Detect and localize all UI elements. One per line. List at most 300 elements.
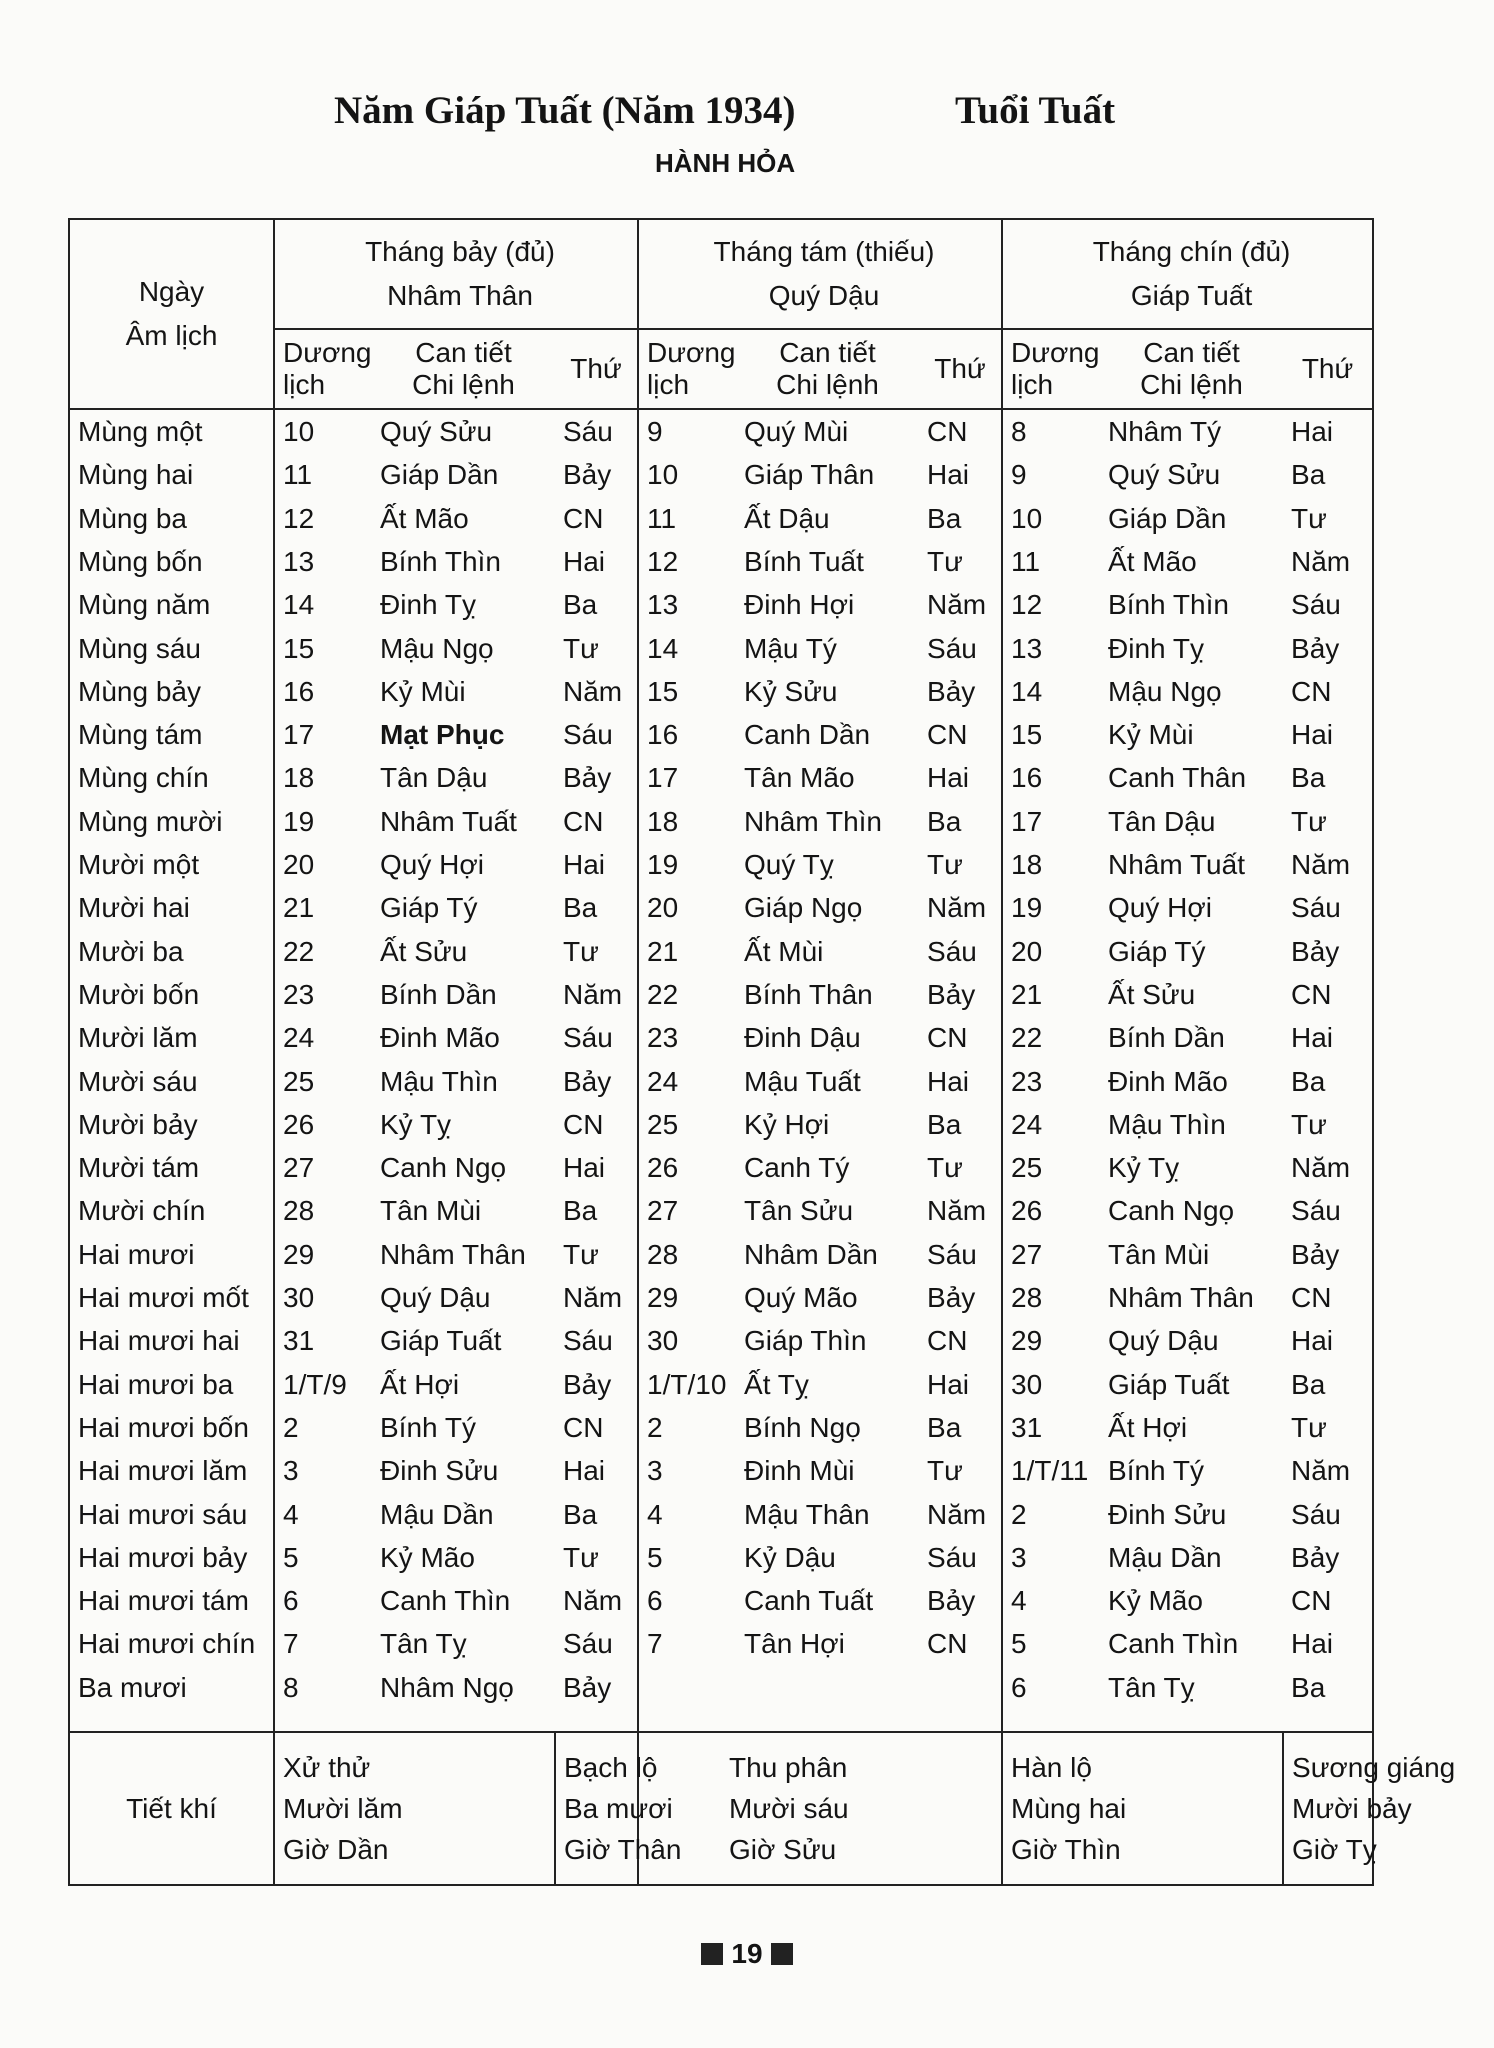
lunar-day-label: Mười tám (69, 1147, 274, 1190)
day-row (69, 1190, 1373, 1233)
day-row (69, 454, 1373, 497)
spacer-cell (372, 1709, 555, 1732)
can-chi: Tân Sửu (744, 1195, 854, 1227)
lunar-day-label: Mùng năm (69, 584, 274, 627)
solar-date: 3 (647, 1455, 663, 1487)
lunar-day-label: Mười hai (69, 887, 274, 930)
lunar-day-label: Hai mươi bảy (69, 1536, 274, 1579)
can-chi: Bính Dần (1108, 1022, 1225, 1054)
can-chi: Đinh Mão (1108, 1065, 1228, 1097)
lunar-day-label: Mùng chín (69, 757, 274, 800)
weekday: Hai (919, 1060, 1002, 1103)
weekday: CN (919, 1623, 1002, 1666)
weekday: Hai (1283, 1623, 1373, 1666)
solar-date: 19 (283, 805, 315, 837)
day-row (69, 1493, 1373, 1536)
weekday: Bảy (1283, 1536, 1373, 1579)
day-row (69, 714, 1373, 757)
weekday (919, 1666, 1002, 1709)
solar-date: 29 (283, 1238, 315, 1270)
weekday: CN (1283, 1276, 1373, 1319)
weekday: Tư (919, 843, 1002, 886)
solar-date: 3 (283, 1455, 299, 1487)
solar-date: 13 (647, 589, 679, 621)
can-chi: Bính Tuất (744, 545, 864, 577)
solar-date: 25 (1011, 1152, 1043, 1184)
solar-date: 8 (283, 1671, 299, 1703)
solar-date: 27 (647, 1195, 679, 1227)
element-subtitle: HÀNH HỎA (655, 148, 796, 178)
solar-date: 2 (1011, 1498, 1027, 1530)
solar-date: 3 (1011, 1541, 1027, 1573)
weekday: Sáu (919, 930, 1002, 973)
solar-term-name: Hàn lộ (1011, 1752, 1092, 1784)
weekday: Bảy (555, 1363, 638, 1406)
weekday: CN (555, 800, 638, 843)
solar-date: 29 (1011, 1325, 1043, 1357)
can-chi: Ất Mão (1108, 545, 1197, 577)
lunar-day-label: Mùng sáu (69, 627, 274, 670)
weekday: Sáu (1283, 584, 1373, 627)
weekday: Năm (1283, 843, 1373, 886)
weekday: Bảy (919, 670, 1002, 713)
solar-date: 11 (283, 459, 313, 491)
solar-date: 14 (1011, 675, 1043, 707)
solar-date: 22 (283, 935, 315, 967)
solar-date: 10 (647, 459, 679, 491)
solar-term-name: Xử thử (283, 1752, 371, 1784)
day-row (69, 1276, 1373, 1319)
weekday: CN (555, 1406, 638, 1449)
weekday: Sáu (919, 1536, 1002, 1579)
weekday: Năm (919, 887, 1002, 930)
solar-date: 26 (647, 1152, 679, 1184)
lunar-day-label: Hai mươi chín (69, 1623, 274, 1666)
spacer-cell (1100, 1709, 1283, 1732)
can-chi: Bính Tý (1108, 1455, 1204, 1487)
solar-term-hour: Giờ Sửu (729, 1834, 837, 1866)
weekday: Bảy (555, 1666, 638, 1709)
can-chi: Đinh Sửu (380, 1455, 499, 1487)
can-chi: Quý Hợi (1108, 892, 1212, 924)
day-row (69, 843, 1373, 886)
weekday: Bảy (1283, 1233, 1373, 1276)
solar-date: 2 (283, 1411, 299, 1443)
solar-term-hour: Giờ Thân (564, 1834, 682, 1866)
solar-date: 30 (1011, 1368, 1043, 1400)
weekday: Bảy (919, 1276, 1002, 1319)
lunar-day-label: Mùng bốn (69, 540, 274, 583)
solar-date: 9 (647, 416, 663, 448)
weekday: Bảy (1283, 627, 1373, 670)
weekday: Sáu (1283, 887, 1373, 930)
day-row (69, 1060, 1373, 1103)
can-chi: Canh Tý (744, 1152, 850, 1184)
can-tiet-header: Can tiết Chi lệnh (736, 329, 919, 410)
can-chi: Quý Dậu (1108, 1325, 1219, 1357)
can-tiet-header: Can tiết Chi lệnh (372, 329, 555, 410)
can-chi: Kỷ Mùi (380, 675, 466, 707)
lunar-day-label: Mùng tám (69, 714, 274, 757)
can-chi: Giáp Ngọ (744, 892, 863, 924)
weekday: CN (1283, 1579, 1373, 1622)
day-row (69, 627, 1373, 670)
can-chi: Mậu Ngọ (380, 632, 494, 664)
lunar-day-label: Ba mươi (69, 1666, 274, 1709)
day-row (69, 1103, 1373, 1146)
page-footer (0, 1938, 1494, 1970)
can-chi: Nhâm Thân (1108, 1282, 1254, 1314)
can-chi: Kỷ Sửu (744, 675, 838, 707)
weekday: Tư (555, 1233, 638, 1276)
lunar-day-label: Mùng mười (69, 800, 274, 843)
can-chi: Tân Mão (744, 762, 855, 794)
can-chi: Quý Mùi (744, 416, 849, 448)
can-chi: Đinh Tỵ (380, 589, 476, 621)
weekday: Sáu (919, 627, 1002, 670)
can-chi: Mậu Ngọ (1108, 675, 1222, 707)
weekday: CN (1283, 670, 1373, 713)
can-chi: Mậu Thìn (1108, 1108, 1226, 1140)
can-chi: Kỷ Mão (1108, 1585, 1203, 1617)
solar-date: 6 (283, 1585, 299, 1617)
weekday: Bảy (919, 1579, 1002, 1622)
solar-date: 2 (647, 1411, 663, 1443)
solar-date: 26 (1011, 1195, 1043, 1227)
can-chi: Mậu Dần (1108, 1541, 1222, 1573)
can-chi: Quý Dậu (380, 1282, 491, 1314)
solar-date: 4 (647, 1498, 663, 1530)
solar-date: 31 (283, 1325, 315, 1357)
solar-date: 14 (283, 589, 315, 621)
spacer-row (69, 1709, 1373, 1732)
month-9-cyclic: Giáp Tuất (1130, 279, 1253, 311)
can-chi: Đinh Tỵ (1108, 632, 1204, 664)
weekday: Sáu (555, 1320, 638, 1363)
can-chi: Mậu Tý (744, 632, 837, 664)
can-chi: Canh Ngọ (1108, 1195, 1235, 1227)
can-chi: Kỷ Tỵ (380, 1108, 452, 1140)
page-title: Năm Giáp Tuất (Năm 1934) (334, 89, 796, 132)
can-chi: Ất Mùi (744, 935, 824, 967)
can-chi: Kỷ Hợi (744, 1108, 830, 1140)
solar-term-hour: Giờ Thìn (1011, 1834, 1121, 1866)
weekday: Ba (555, 1493, 638, 1536)
can-chi: Ất Dậu (744, 502, 830, 534)
lunar-day-label: Mười sáu (69, 1060, 274, 1103)
solar-date: 22 (647, 978, 679, 1010)
lunar-day-label: Mười lăm (69, 1017, 274, 1060)
weekday: Ba (919, 800, 1002, 843)
weekday: Năm (1283, 1450, 1373, 1493)
day-row (69, 1233, 1373, 1276)
weekday: Ba (919, 1103, 1002, 1146)
day-row (69, 409, 1373, 453)
month-8-cyclic: Quý Dậu (768, 279, 880, 311)
can-chi: Mậu Dần (380, 1498, 494, 1530)
can-chi: Bính Thìn (1108, 589, 1229, 621)
solar-date: 31 (1011, 1411, 1043, 1443)
weekday: Tư (919, 1147, 1002, 1190)
can-chi: Tân Dậu (1108, 805, 1216, 837)
solar-date: 1/T/9 (283, 1368, 347, 1400)
ornament-icon (771, 1943, 793, 1965)
spacer-cell (555, 1709, 638, 1732)
can-chi: Canh Thìn (380, 1585, 511, 1617)
duong-lich-header: Dương lịch (638, 329, 736, 410)
solar-date: 18 (647, 805, 679, 837)
solar-date: 14 (647, 632, 679, 664)
tiet-khi-label: Tiết khí (69, 1732, 274, 1885)
solar-date: 30 (647, 1325, 679, 1357)
weekday: Tư (1283, 497, 1373, 540)
day-row (69, 584, 1373, 627)
solar-date: 29 (647, 1282, 679, 1314)
can-chi: Mậu Thìn (380, 1065, 498, 1097)
day-row (69, 1666, 1373, 1709)
lunar-day-label: Mùng ba (69, 497, 274, 540)
month-8-name: Tháng tám (thiếu) (713, 235, 935, 267)
can-chi: Bính Tý (380, 1411, 476, 1443)
can-chi: Quý Mão (744, 1282, 858, 1314)
month-header-row (69, 219, 1373, 329)
solar-term-day: Mười sáu (729, 1793, 849, 1825)
can-chi: Canh Thân (1108, 762, 1247, 794)
weekday: Hai (555, 1450, 638, 1493)
can-chi: Bính Dần (380, 978, 497, 1010)
solar-term-day: Ba mươi (564, 1793, 673, 1825)
solar-date: 9 (1011, 459, 1027, 491)
weekday: Hai (555, 1147, 638, 1190)
weekday: Bảy (919, 973, 1002, 1016)
month-7-cyclic: Nhâm Thân (387, 279, 533, 311)
thu-header: Thứ (1283, 329, 1373, 410)
can-chi: Kỷ Dậu (744, 1541, 836, 1573)
weekday: Tư (919, 540, 1002, 583)
weekday: Ba (1283, 1666, 1373, 1709)
solar-term-hour: Giờ Tỵ (1292, 1834, 1377, 1866)
spacer-cell (69, 1709, 274, 1732)
lunar-day-label: Mười bốn (69, 973, 274, 1016)
can-chi: Tân Mùi (380, 1195, 482, 1227)
solar-term-day: Mười lăm (283, 1793, 403, 1825)
weekday: Năm (919, 1493, 1002, 1536)
day-row (69, 497, 1373, 540)
day-row (69, 1623, 1373, 1666)
solar-date: 25 (647, 1108, 679, 1140)
can-chi: Nhâm Dần (744, 1238, 878, 1270)
solar-date: 20 (647, 892, 679, 924)
solar-date: 16 (1011, 762, 1043, 794)
solar-date: 19 (647, 849, 679, 881)
can-chi: Nhâm Thìn (744, 805, 883, 837)
solar-date: 11 (647, 502, 677, 534)
day-row (69, 540, 1373, 583)
weekday: Hai (1283, 409, 1373, 453)
weekday: Sáu (555, 1017, 638, 1060)
can-chi: Ất Sửu (380, 935, 468, 967)
can-chi: Giáp Tý (1108, 935, 1206, 967)
weekday: CN (555, 497, 638, 540)
weekday: Năm (555, 1579, 638, 1622)
spacer-cell (1283, 1709, 1373, 1732)
month-7-name: Tháng bảy (đủ) (365, 235, 555, 267)
spacer-cell (736, 1709, 919, 1732)
can-chi: Giáp Dần (380, 459, 499, 491)
solar-date: 5 (283, 1541, 299, 1573)
can-chi: Canh Thìn (1108, 1628, 1239, 1660)
can-chi (736, 1666, 919, 1709)
can-chi: Ất Sửu (1108, 978, 1196, 1010)
weekday: Bảy (1283, 930, 1373, 973)
can-chi: Giáp Thìn (744, 1325, 867, 1357)
can-chi: Giáp Thân (744, 459, 875, 491)
lunar-day-label: Mười một (69, 843, 274, 886)
weekday: Năm (1283, 540, 1373, 583)
solar-date: 25 (283, 1065, 315, 1097)
can-chi: Tân Tỵ (380, 1628, 467, 1660)
weekday: Hai (919, 1363, 1002, 1406)
weekday: Năm (555, 1276, 638, 1319)
solar-date: 11 (1011, 545, 1041, 577)
duong-lich-header: Dương lịch (274, 329, 372, 410)
day-row (69, 800, 1373, 843)
weekday: Hai (1283, 1017, 1373, 1060)
solar-term-name: Thu phân (729, 1752, 848, 1784)
solar-date: 21 (283, 892, 315, 924)
solar-date: 1/T/11 (1011, 1455, 1089, 1487)
weekday: Ba (555, 584, 638, 627)
weekday: Hai (1283, 714, 1373, 757)
solar-date: 27 (283, 1152, 315, 1184)
can-chi: Nhâm Tuất (380, 805, 517, 837)
day-row (69, 887, 1373, 930)
lunar-day-label: Mười bảy (69, 1103, 274, 1146)
day-row (69, 1320, 1373, 1363)
solar-date: 24 (283, 1022, 315, 1054)
can-chi: Giáp Tuất (1108, 1368, 1230, 1400)
solar-date: 13 (1011, 632, 1043, 664)
can-chi: Canh Tuất (744, 1585, 874, 1617)
solar-date: 12 (283, 502, 315, 534)
weekday: Năm (555, 670, 638, 713)
weekday: Ba (1283, 1060, 1373, 1103)
lunar-day-label: Hai mươi tám (69, 1579, 274, 1622)
page-number: 19 (731, 1938, 763, 1969)
day-row (69, 757, 1373, 800)
solar-term-cell (1283, 1732, 1456, 1885)
solar-term-name: Sương giáng (1292, 1752, 1456, 1784)
solar-date: 23 (647, 1022, 679, 1054)
solar-date: 10 (283, 416, 315, 448)
day-row (69, 1363, 1373, 1406)
solar-date: 21 (647, 935, 679, 967)
spacer-cell (274, 1709, 372, 1732)
lunar-day-label: Mười chín (69, 1190, 274, 1233)
can-chi: Mạt Phục (380, 719, 505, 751)
spacer-cell (638, 1709, 736, 1732)
duong-lich-header: Dương lịch (1002, 329, 1100, 410)
solar-date: 18 (1011, 849, 1043, 881)
solar-date: 24 (1011, 1108, 1043, 1140)
weekday: CN (919, 1320, 1002, 1363)
day-row (69, 1406, 1373, 1449)
weekday: Năm (1283, 1147, 1373, 1190)
weekday: Năm (919, 1190, 1002, 1233)
weekday: Bảy (555, 1060, 638, 1103)
can-chi: Canh Dần (744, 719, 871, 751)
can-chi: Đinh Mão (380, 1022, 500, 1054)
can-chi: Ất Tỵ (744, 1368, 809, 1400)
month-7-header (274, 219, 638, 329)
solar-date: 4 (283, 1498, 299, 1530)
solar-date: 6 (647, 1585, 663, 1617)
weekday: Sáu (919, 1233, 1002, 1276)
weekday: CN (555, 1103, 638, 1146)
can-chi: Bính Thân (744, 978, 873, 1010)
month-8-header (638, 219, 1002, 329)
weekday: Năm (919, 584, 1002, 627)
solar-term-cell (1002, 1732, 1283, 1885)
day-row (69, 1579, 1373, 1622)
ornament-icon (701, 1943, 723, 1965)
can-chi: Nhâm Tý (1108, 416, 1222, 448)
solar-date: 24 (647, 1065, 679, 1097)
solar-date: 7 (647, 1628, 663, 1660)
solar-date: 28 (283, 1195, 315, 1227)
can-chi: Giáp Tuất (380, 1325, 502, 1357)
solar-term-day: Mùng hai (1011, 1793, 1127, 1825)
lunar-day-label: Hai mươi ba (69, 1363, 274, 1406)
can-chi: Nhâm Tuất (1108, 849, 1245, 881)
can-chi: Tân Tỵ (1108, 1671, 1195, 1703)
tiet-khi-row (69, 1732, 1373, 1885)
solar-date: 28 (647, 1238, 679, 1270)
lunar-day-label: Mùng bảy (69, 670, 274, 713)
can-chi: Ất Mão (380, 502, 469, 534)
solar-date: 13 (283, 545, 315, 577)
weekday: Sáu (555, 409, 638, 453)
solar-date: 20 (283, 849, 315, 881)
weekday: Hai (919, 757, 1002, 800)
can-chi: Quý Sửu (1108, 459, 1221, 491)
thu-header: Thứ (555, 329, 638, 410)
can-chi: Bính Ngọ (744, 1411, 861, 1443)
solar-date: 26 (283, 1108, 315, 1140)
solar-date: 28 (1011, 1282, 1043, 1314)
solar-date: 20 (1011, 935, 1043, 967)
lunar-day-header: Ngày Âm lịch (69, 219, 274, 409)
spacer-cell (919, 1709, 1002, 1732)
weekday: Hai (555, 540, 638, 583)
solar-term-cell (638, 1732, 1002, 1885)
weekday: Sáu (1283, 1493, 1373, 1536)
lunar-day-label: Hai mươi bốn (69, 1406, 274, 1449)
can-chi: Giáp Dần (1108, 502, 1227, 534)
solar-date: 10 (1011, 502, 1043, 534)
solar-term-cell (274, 1732, 555, 1885)
day-row (69, 973, 1373, 1016)
page-header (0, 88, 1494, 178)
weekday: Sáu (1283, 1190, 1373, 1233)
weekday: Hai (555, 843, 638, 886)
weekday: CN (1283, 973, 1373, 1016)
can-chi: Đinh Dậu (744, 1022, 861, 1054)
can-chi: Canh Ngọ (380, 1152, 507, 1184)
solar-date: 1/T/10 (647, 1368, 727, 1400)
day-row (69, 1017, 1373, 1060)
solar-date: 23 (1011, 1065, 1043, 1097)
